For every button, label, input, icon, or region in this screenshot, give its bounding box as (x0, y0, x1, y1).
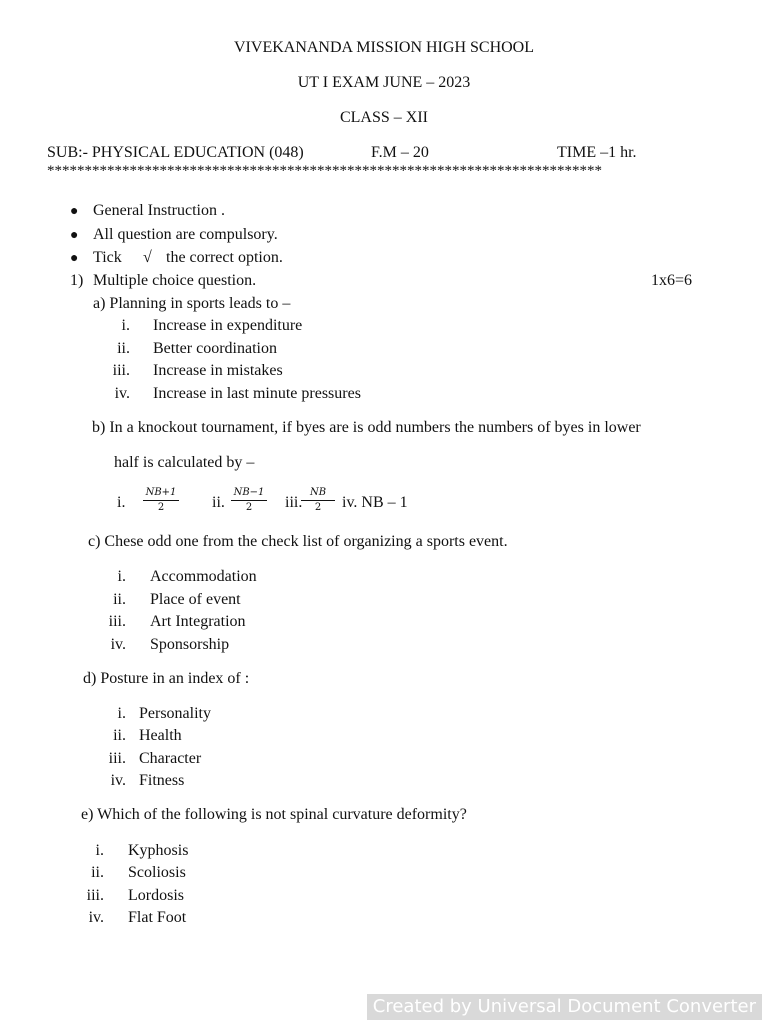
question-a: a) Planning in sports leads to – (93, 295, 291, 312)
fraction-nb (299, 487, 337, 514)
option-text: Character (139, 750, 202, 767)
option-text: Flat Foot (128, 909, 187, 926)
subject-label: SUB:- PHYSICAL EDUCATION (048) (47, 144, 304, 161)
question-b-line1: b) In a knockout tournament, if byes are is odd numbers the numbers of byes in lower (92, 419, 641, 436)
instruction-item: General Instruction . (93, 202, 225, 219)
option-text: Fitness (139, 772, 185, 789)
option-number: ii. (113, 591, 126, 608)
option-number: iii. (108, 750, 126, 767)
option-text: Place of event (150, 591, 241, 608)
option-number: ii. (117, 340, 130, 357)
question-number: 1) (70, 272, 84, 289)
instruction-item: All question are compulsory. (93, 226, 278, 243)
option-number: iii. (86, 887, 104, 904)
check-mark-icon: √ (143, 249, 152, 266)
fraction-numerator: NB (309, 487, 327, 498)
option-text: Kyphosis (128, 842, 189, 859)
bullet-icon: ● (70, 204, 79, 219)
option-text: Sponsorship (150, 636, 230, 653)
option-text: Better coordination (153, 340, 277, 357)
question-d: d) Posture in an index of : (83, 670, 250, 687)
option-text: Increase in mistakes (153, 362, 283, 379)
fraction-numerator: NB+1 (145, 487, 177, 498)
fraction-denominator: 2 (157, 502, 165, 513)
option-number: iii. (285, 494, 303, 511)
exam-title: UT I EXAM JUNE – 2023 (297, 74, 471, 91)
question-title: Multiple choice question. (93, 272, 257, 289)
option-text: iv. NB – 1 (342, 494, 408, 511)
fraction-numerator: NB−1 (233, 487, 265, 498)
option-text: Scoliosis (128, 864, 186, 881)
option-number: i. (117, 568, 126, 585)
separator-line: ************************************************************************** (47, 163, 602, 179)
bullet-icon: ● (70, 228, 79, 243)
full-marks-label: F.M – 20 (371, 144, 429, 161)
option-text: Lordosis (128, 887, 184, 904)
time-label: TIME –1 hr. (557, 144, 637, 161)
option-text: Art Integration (150, 613, 246, 630)
option-text: Health (139, 727, 182, 744)
instruction-item: Tick (93, 249, 122, 266)
option-number: i. (121, 317, 130, 334)
option-number: i. (117, 705, 126, 722)
bullet-icon: ● (70, 251, 79, 266)
fraction-nb-minus-1 (229, 487, 269, 514)
option-text: Increase in last minute pressures (153, 385, 361, 402)
option-number: iv. (88, 909, 104, 926)
question-marks: 1x6=6 (651, 272, 693, 289)
option-number: ii. (91, 864, 104, 881)
fraction-denominator: 2 (314, 502, 322, 513)
fraction-denominator: 2 (245, 502, 253, 513)
option-number: iv. (114, 385, 130, 402)
option-number: ii. (113, 727, 126, 744)
question-e: e) Which of the following is not spinal curvature deformity? (81, 806, 467, 823)
option-number: iii. (108, 613, 126, 630)
option-number: iv. (110, 636, 126, 653)
instruction-item: the correct option. (166, 249, 283, 266)
option-number: i. (95, 842, 104, 859)
question-b-line2: half is calculated by – (114, 454, 255, 471)
option-number: ii. (212, 494, 225, 511)
class-label: CLASS – XII (339, 109, 428, 126)
option-number: iii. (112, 362, 130, 379)
option-text: Increase in expenditure (153, 317, 303, 334)
option-text: Personality (139, 705, 211, 722)
option-number: i. (117, 494, 126, 511)
question-c: c) Chese odd one from the check list of organizing a sports event. (88, 533, 508, 550)
school-name: VIVEKANANDA MISSION HIGH SCHOOL (234, 39, 534, 56)
option-text: Accommodation (150, 568, 257, 585)
converter-watermark: Created by Universal Document Converter (367, 994, 762, 1020)
option-number: iv. (110, 772, 126, 789)
fraction-nb-plus-1 (141, 487, 181, 514)
